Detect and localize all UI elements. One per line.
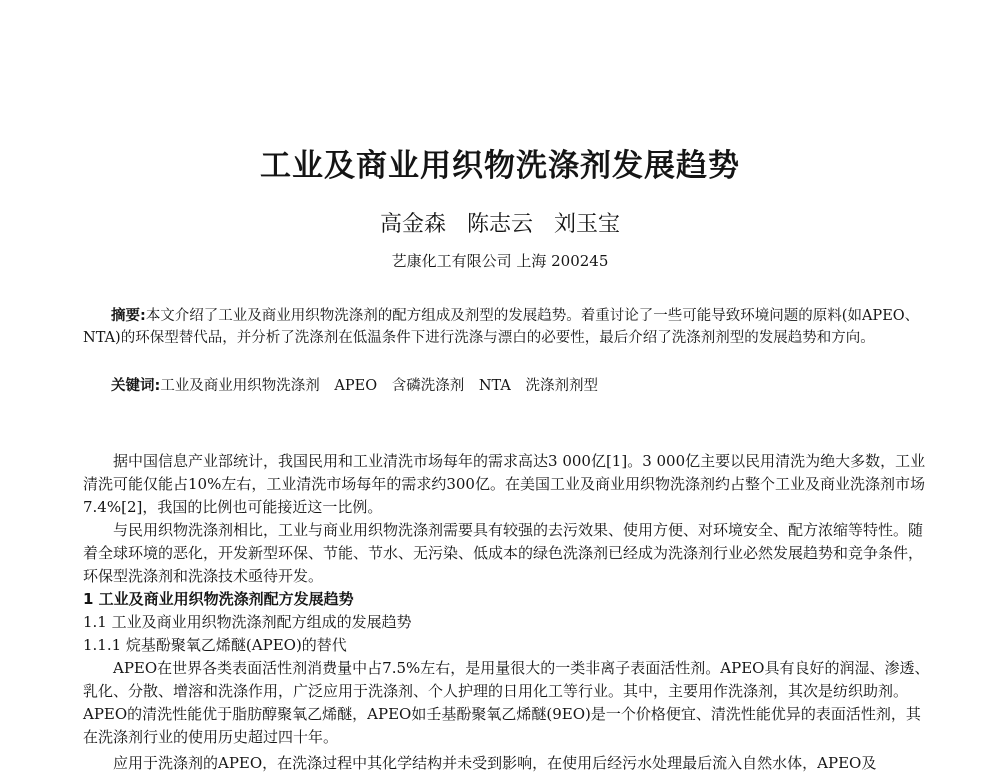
paragraph-apeo: APEO在世界各类表面活性剂消费量中占7.5%左右，是用量很大的一类非离子表面活性剂。APEO具有良好的润湿、渗透、乳化、分散、增溶和洗涤作用，广泛应用于洗涤剂、个人护理的日用化工等行业。其中，主要用作洗涤剂，其次是纺织助剂。APEO的清洗性能优于脂肪醇聚氧乙烯醚，APEO如壬基酚聚氧乙烯醚(9EO)是一个价格便宜、清洗性能优异的表面活性剂，其在洗涤剂行业的使用历史超过四十年。 xyxy=(83,659,930,746)
abstract xyxy=(83,305,933,349)
affiliation: 艺康化工有限公司 上海 200245 xyxy=(391,252,609,270)
abstract-label: 摘要: xyxy=(111,308,146,324)
author-list: 高金森 陈志云 刘玉宝 xyxy=(380,212,620,237)
keywords-text: 工业及商业用织物洗涤剂 APEO 含磷洗涤剂 NTA 洗涤剂剂型 xyxy=(160,378,598,394)
keywords xyxy=(83,375,933,397)
subsection-heading-1-1: 1.1 工业及商业用织物洗涤剂配方组成的发展趋势 xyxy=(83,613,412,631)
paragraph-comparison: 与民用织物洗涤剂相比，工业与商业用织物洗涤剂需要具有较强的去污效果、使用方便、对环境安全、配方浓缩等特性。随着全球环境的恶化，开发新型环保、节能、节水、无污染、低成本的绿色洗涤剂已经成为洗涤剂行业必然发展趋势和竞争条件，环保型洗涤剂和洗涤技术亟待开发。 xyxy=(83,521,924,585)
paragraph-cutoff: 应用于洗涤剂的APEO，在洗涤过程中其化学结构并未受到影响，在使用后经污水处理最后流入自然水体，APEO及 xyxy=(113,754,877,772)
section-heading-1: 1 工业及商业用织物洗涤剂配方发展趋势 xyxy=(83,590,354,608)
paragraph-intro: 据中国信息产业部统计，我国民用和工业清洗市场每年的需求高达3 000亿[1]。3 000亿主要以民用清洗为绝大多数，工业清洗可能仅能占10%左右，工业清洗市场每年的需求约300亿。在美国工业及商业用织物洗涤剂约占整个工业及商业洗涤剂市场7.4%[2]，我国的比例也可能接近这一比例。 xyxy=(83,452,926,516)
abstract-text: 本文介绍了工业及商业用织物洗涤剂的配方组成及剂型的发展趋势。着重讨论了一些可能导致环境问题的原料(如APEO、NTA)的环保型替代品，并分析了洗涤剂在低温条件下进行洗涤与漂白的必要性，最后介绍了洗涤剂剂型的发展趋势和方向。 xyxy=(83,308,920,346)
keywords-label: 关键词: xyxy=(111,378,161,394)
subsection-heading-1-1-1: 1.1.1 烷基酚聚氧乙烯醚(APEO)的替代 xyxy=(83,636,347,654)
body-text xyxy=(83,450,933,749)
paper-title: 工业及商业用织物洗涤剂发展趋势 xyxy=(260,148,740,184)
